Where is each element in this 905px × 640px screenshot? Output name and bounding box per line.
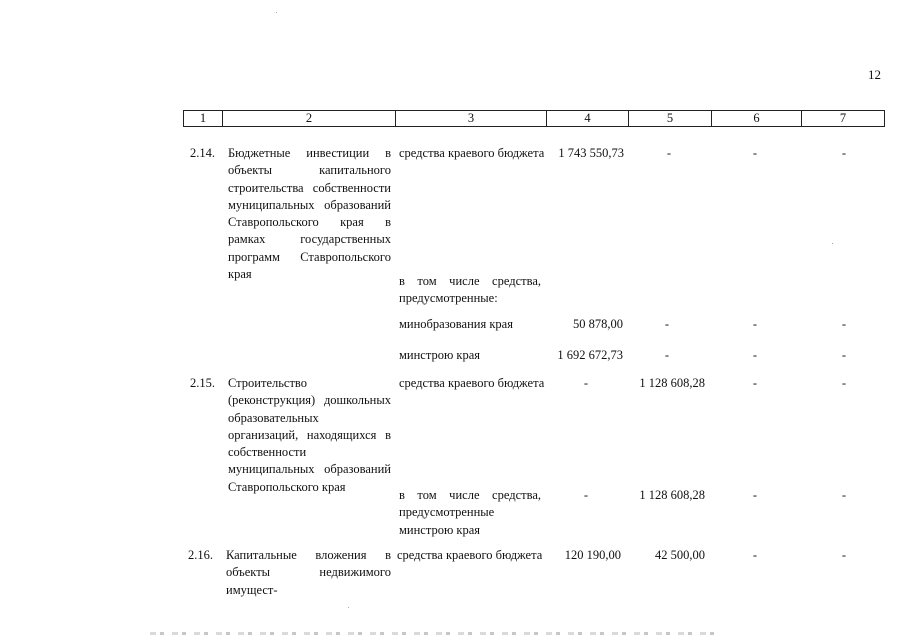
col4-value: 1 743 550,73	[558, 146, 624, 160]
scan-artifact	[150, 632, 720, 635]
col7-value: -	[841, 317, 847, 331]
col5-value: -	[664, 348, 670, 362]
header-col-3: 3	[396, 111, 547, 126]
row-number: 2.15.	[190, 376, 215, 390]
table-header-row	[183, 110, 885, 127]
col5-value: 42 500,00	[655, 548, 705, 562]
row-source: средства краевого бюджета	[399, 376, 545, 390]
col4-value: -	[583, 488, 589, 502]
col7-value: -	[841, 488, 847, 502]
col4-value: 1 692 672,73	[557, 348, 623, 362]
row-source: минстрою края	[399, 348, 481, 362]
col5-value: -	[666, 146, 672, 160]
row-source: средства краевого бюджета	[397, 548, 543, 562]
col7-value: -	[841, 376, 847, 390]
header-col-1: 1	[184, 111, 223, 126]
scan-speck	[832, 243, 833, 244]
header-col-4: 4	[547, 111, 629, 126]
col5-value: -	[664, 317, 670, 331]
row-description: Капитальные вложения в объекты недвижимого имущест-	[226, 548, 391, 597]
row-number: 2.14.	[190, 146, 215, 160]
scan-speck	[276, 12, 277, 13]
col5-value: 1 128 608,28	[639, 488, 705, 502]
header-col-6: 6	[712, 111, 802, 126]
row-description: Строительство (реконструкция) дошкольных образовательных организаций, находящихся в собственности муниципальных образований Ставропольского края	[228, 376, 391, 494]
header-col-2: 2	[223, 111, 396, 126]
row-description: Бюджетные инвестиции в объекты капитального строительства собственности муниципальных образований Ставропольского края в рамках государственных программ Ставропольского края	[228, 146, 391, 282]
col6-value: -	[752, 317, 758, 331]
col7-value: -	[841, 548, 847, 562]
col7-value: -	[841, 348, 847, 362]
col5-value: 1 128 608,28	[639, 376, 705, 390]
row-source: средства краевого бюджета	[399, 146, 545, 160]
col7-value: -	[841, 146, 847, 160]
row-source: в том числе средства, предусмотренные:	[399, 274, 541, 306]
col6-value: -	[752, 146, 758, 160]
scan-speck	[348, 607, 349, 608]
page-number: 12	[868, 67, 881, 82]
row-number: 2.16.	[188, 548, 213, 562]
col4-value: 120 190,00	[564, 548, 621, 562]
col6-value: -	[752, 348, 758, 362]
header-col-5: 5	[629, 111, 712, 126]
col4-value: 50 878,00	[573, 317, 623, 331]
header-col-7: 7	[839, 111, 847, 125]
col6-value: -	[752, 376, 758, 390]
col6-value: -	[752, 548, 758, 562]
col6-value: -	[752, 488, 758, 502]
row-source: минобразования края	[399, 317, 513, 331]
row-source: в том числе средства, предусмотренные минстрою края	[399, 488, 541, 537]
col4-value: -	[583, 376, 589, 390]
